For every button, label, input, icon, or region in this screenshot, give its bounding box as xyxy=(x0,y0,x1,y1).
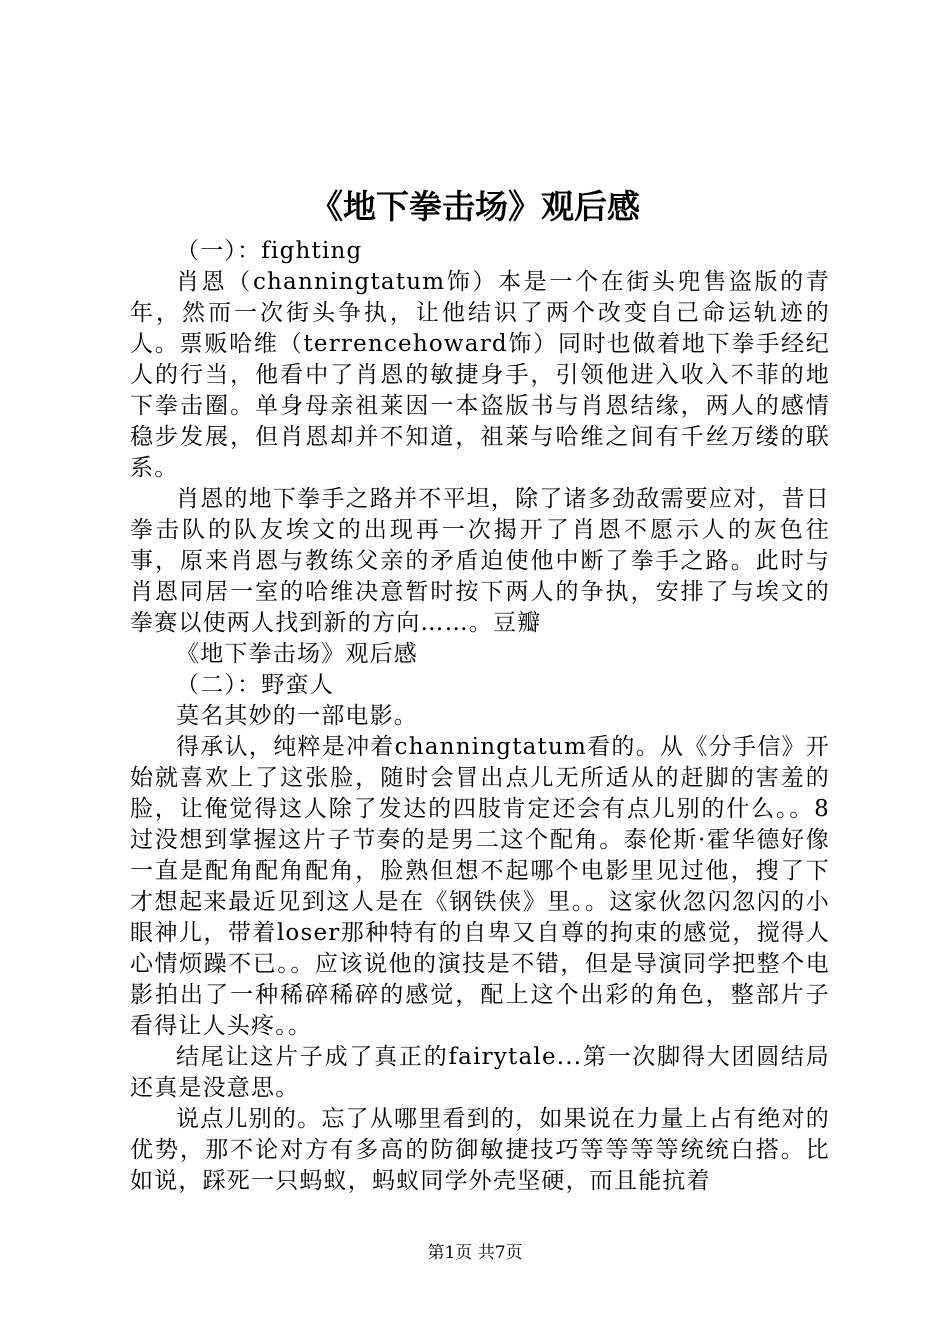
page-indicator: 第1页 共7页 xyxy=(427,1243,523,1263)
paragraph: 结尾让这片子成了真正的fairytale...第一次脚得大团圆结局还真是没意思。 xyxy=(130,1044,830,1101)
document-title: 《地下拳击场》观后感 xyxy=(310,187,640,226)
paragraph: 得承认，纯粹是冲着channingtatum看的。从《分手信》开始就喜欢上了这张脸，随时会冒出点儿无所适从的赶脚的害羞的脸，让俺觉得这人除了发达的四肢肯定还会有点儿别的什么。。8过没想到掌握这片子节奏的是男二这个配角。泰伦斯·霍华德好像一直是配角配角配角，脸熟但想不起哪个电影里见过他，搜了下才想起来最近见到这人是在《钢铁侠》里。。这家伙忽闪忽闪的小眼神儿，带着loser那种特有的自卑又自尊的拘束的感觉，搅得人心情烦躁不已。。应该说他的演技是不错，但是导演同学把整个电影拍出了一种稀碎稀碎的感觉，配上这个出彩的角色，整部片子看得让人头疼。。 xyxy=(130,734,830,1039)
paragraph: 说点儿别的。忘了从哪里看到的，如果说在力量上占有绝对的优势，那不论对方有多高的防御敏捷技巧等等等等统统白搭。比如说，踩死一只蚂蚁，蚂蚁同学外壳坚硬，而且能抗着 xyxy=(130,1106,830,1194)
paragraph-section-two-heading: （二）：野蛮人 xyxy=(176,672,334,698)
paragraph-section-one-heading: （一）：fighting xyxy=(176,238,363,264)
paragraph: 肖恩的地下拳手之路并不平坦，除了诸多劲敌需要应对，昔日拳击队的队友埃文的出现再一次揭开了肖恩不愿示人的灰色往事，原来肖恩与教练父亲的矛盾迫使他中断了拳手之路。此时与肖恩同居一室的哈维决意暂时按下两人的争执，安排了与埃文的拳赛以使两人找到新的方向……。豆瓣 xyxy=(130,486,830,636)
paragraph: 肖恩（channingtatum饰）本是一个在街头兜售盗版的青年，然而一次街头争执，让他结识了两个改变自己命运轨迹的人。票贩哈维（terrencehoward饰）同时也做着地下拳手经纪人的行当，他看中了肖恩的敏捷身手，引领他进入收入不菲的地下拳击圈。单身母亲祖莱因一本盗版书与肖恩结缘，两人的感情稳步发展，但肖恩却并不知道，祖莱与哈维之间有千丝万缕的联系。 xyxy=(130,269,830,481)
paragraph-repeated-title: 《地下拳击场》观后感 xyxy=(176,641,418,667)
document-body xyxy=(130,236,830,1197)
paragraph: 莫名其妙的一部电影。 xyxy=(176,703,418,729)
